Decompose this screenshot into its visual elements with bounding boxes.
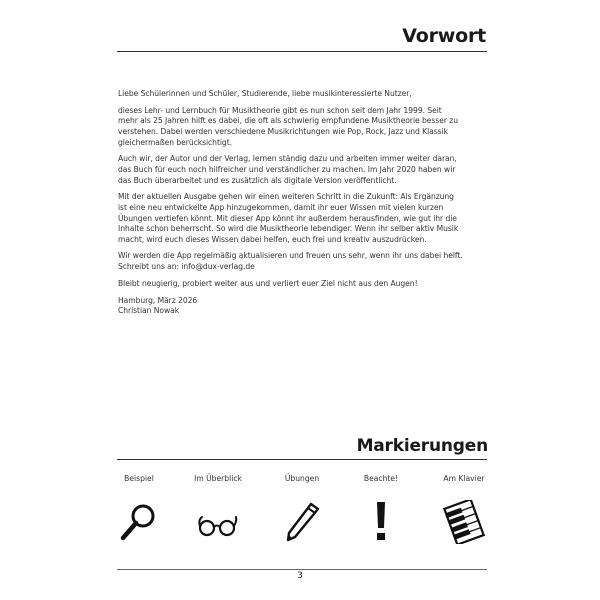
signature	[118, 296, 490, 317]
marker-label: Im Überblick	[194, 474, 242, 483]
marker-beachte	[341, 474, 421, 544]
page-title: Vorwort	[402, 25, 486, 47]
markers-title: Markierungen	[356, 436, 488, 456]
marker-am-klavier	[424, 474, 504, 544]
author-name: Christian Nowak	[118, 306, 180, 316]
marker-uebungen	[262, 474, 342, 544]
exclamation-icon	[359, 500, 403, 544]
pencil-icon	[280, 500, 324, 544]
marker-label: Übungen	[284, 474, 320, 483]
markers-rule	[117, 459, 487, 460]
footer-rule	[117, 569, 487, 570]
foreword-text	[118, 89, 490, 323]
magnifier-icon	[117, 500, 161, 544]
marker-label: Am Klavier	[443, 474, 485, 483]
paragraph-2: Auch wir, der Autor und der Verlag, lernen ständig dazu und arbeiten immer weiter daran, das Buch für euch noch hilfreicher und verständlicher zu machen. Im Jahr 2020 haben wir das Buch überarbeitet und es zusätzlich als digitale Version veröffentlicht.	[118, 154, 457, 185]
greeting: Liebe Schülerinnen und Schüler, Studierende, liebe musikinteressierte Nutzer,	[118, 89, 412, 98]
paragraph-1: dieses Lehr- und Lernbuch für Musiktheorie gibt es nun schon seit dem Jahr 1999. Seit mehr als 25 Jahren hilft es dabei, die oft als schwierig empfundene Musiktheorie besser zu verstehen. Dabei werden verschiedene Musikrichtungen wie Pop, Rock, Jazz und Klassik gleichermaßen berücksichtigt.	[118, 105, 458, 147]
title-rule	[117, 51, 487, 52]
marker-label: Beachte!	[363, 474, 399, 483]
glasses-icon	[194, 500, 242, 544]
marker-beispiel	[99, 474, 179, 544]
place-date: Hamburg, März 2026	[118, 295, 198, 305]
marker-label: Beispiel	[124, 474, 154, 483]
paragraph-3: Mit der aktuellen Ausgabe gehen wir einen weiteren Schritt in die Zukunft: Als Ergänzung ist eine neu entwickelte App hinzugekommen, damit ihr euer Wissen mit vielen kurzen Übungen vertiefen könnt. Mit dieser App könnt ihr außerdem herausfinden, wie gut ihr die Inhalte schon beherrscht. So wird die Musiktheorie lebendiger. Wenn ihr selber aktiv Musik macht, wird euch dieses Wissen dabei helfen, euch frei und kreativ auszudrücken.	[118, 192, 459, 244]
paragraph-4: Wir werden die App regelmäßig aktualisieren und freuen uns sehr, wenn ihr uns dabei helft. Schreibt uns an: info@dux-verlag.de	[118, 251, 463, 272]
paragraph-5: Bleibt neugierig, probiert weiter aus und verliert euer Ziel nicht aus den Augen!	[118, 278, 418, 288]
page-number: 3	[297, 571, 303, 581]
marker-im-ueberblick	[178, 474, 258, 544]
piano-keys-icon	[442, 500, 486, 544]
